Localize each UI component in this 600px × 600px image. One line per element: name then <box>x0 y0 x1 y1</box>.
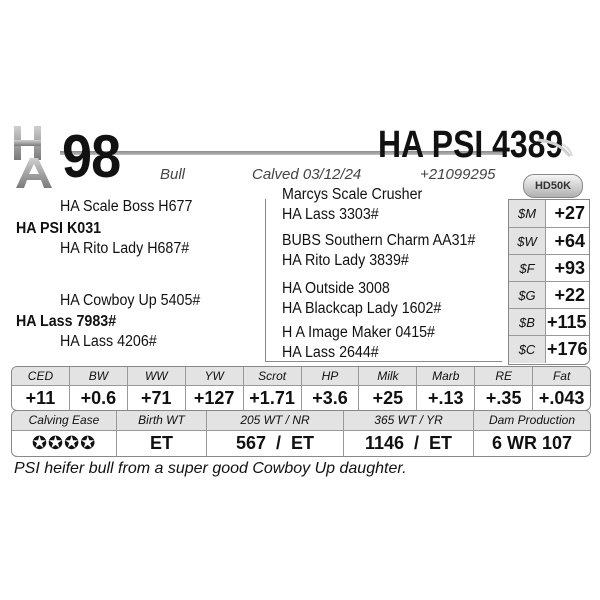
production-header-cell: Birth WT <box>116 411 206 430</box>
pedigree-third-gen: HA Lass 3303# <box>282 206 379 223</box>
dollar-index-row <box>509 254 589 282</box>
production-header-cell: 365 WT / YR <box>343 411 473 430</box>
dollar-index-label: $B <box>509 309 546 336</box>
registration-number: +21099295 <box>420 166 496 183</box>
calving-ease-stars-icon: ✪✪✪✪ <box>31 433 97 453</box>
epd-value-cell: +0.6 <box>69 386 127 410</box>
pedigree-dam-dam: HA Lass 4206# <box>60 333 157 350</box>
pedigree-third-gen: HA Lass 2644# <box>282 344 379 361</box>
dollar-index-row <box>509 200 589 227</box>
pedigree-third-gen: BUBS Southern Charm AA31# <box>282 232 476 249</box>
lot-number: 98 <box>62 123 121 190</box>
epd-header-cell: Scrot <box>243 367 301 385</box>
pedigree-dam-sire: HA Cowboy Up 5405# <box>60 292 201 309</box>
epd-value-cell: +1.71 <box>243 386 301 410</box>
production-header-cell: 205 WT / NR <box>206 411 343 430</box>
weight-365-value: 1146 / ET <box>343 431 473 456</box>
epd-value-cell: +11 <box>25 388 56 408</box>
epd-header-cell: WW <box>127 367 185 385</box>
pedigree-sire-sire: HA Scale Boss H677 <box>60 198 193 215</box>
production-header-cell: Calving Ease <box>28 413 100 427</box>
birth-weight-value: ET <box>116 431 206 456</box>
pedigree-third-gen: HA Rito Lady 3839# <box>282 252 409 269</box>
production-table <box>11 410 591 457</box>
dollar-index-row <box>509 308 589 336</box>
dollar-index-label: $C <box>509 336 546 363</box>
epd-header-cell: Fat <box>532 367 590 385</box>
dollar-index-value: +93 <box>554 258 585 278</box>
epd-value-cell: +25 <box>358 386 416 410</box>
weight-205-value: 567 / ET <box>206 431 343 456</box>
production-header-row <box>12 411 590 431</box>
epd-table <box>11 366 591 411</box>
production-value-row <box>12 431 590 456</box>
dollar-index-label: $G <box>509 282 546 309</box>
pedigree-sire: HA PSI K031 <box>16 220 102 237</box>
epd-value-row <box>12 386 590 410</box>
dollar-index-row <box>509 227 589 255</box>
epd-value-cell: +.13 <box>416 386 474 410</box>
dollar-index-table <box>508 199 590 365</box>
epd-header-cell: Marb <box>416 367 474 385</box>
epd-value-cell: +71 <box>127 386 185 410</box>
production-header-cell: Dam Production <box>473 411 590 430</box>
epd-header-cell: BW <box>69 367 127 385</box>
swoosh-icon <box>534 136 574 160</box>
dollar-index-value: +115 <box>547 312 587 332</box>
pedigree-sire-dam: HA Rito Lady H687# <box>60 240 190 257</box>
dollar-index-label: $W <box>509 228 546 255</box>
dollar-index-row <box>509 281 589 309</box>
calved-date: Calved 03/12/24 <box>252 166 362 183</box>
sex-label: Bull <box>160 166 186 183</box>
pedigree-third-gen: Marcys Scale Crusher <box>282 186 423 203</box>
dollar-index-value: +176 <box>547 339 588 359</box>
dollar-index-value: +22 <box>554 285 585 305</box>
epd-header-cell: HP <box>301 367 359 385</box>
dollar-index-value: +27 <box>554 203 585 223</box>
epd-value-cell: +3.6 <box>301 386 359 410</box>
epd-value-cell: +.043 <box>532 386 590 410</box>
pedigree-third-gen: HA Blackcap Lady 1602# <box>282 300 442 317</box>
ha-brand-logo-icon <box>12 124 62 190</box>
dollar-index-label: $M <box>509 200 546 227</box>
dollar-index-row <box>509 335 589 363</box>
epd-header-row <box>12 367 590 386</box>
animal-name: HA PSI 4389 <box>378 124 564 166</box>
epd-header-cell: Milk <box>358 367 416 385</box>
hd50k-badge: HD50K <box>523 174 583 198</box>
lot-comment: PSI heifer bull from a super good Cowboy Up daughter. <box>14 460 407 477</box>
pedigree-third-gen: HA Outside 3008 <box>282 280 390 297</box>
epd-header-cell: YW <box>185 367 243 385</box>
epd-value-cell: +127 <box>185 386 243 410</box>
pedigree-third-gen: H A Image Maker 0415# <box>282 324 435 341</box>
epd-header-cell: RE <box>474 367 532 385</box>
dam-production-value: 6 WR 107 <box>473 431 590 456</box>
epd-value-cell: +.35 <box>474 386 532 410</box>
epd-header-cell: CED <box>27 369 54 383</box>
pedigree-dam: HA Lass 7983# <box>16 313 117 330</box>
dollar-index-value: +64 <box>554 231 585 251</box>
dollar-index-label: $F <box>509 255 546 282</box>
